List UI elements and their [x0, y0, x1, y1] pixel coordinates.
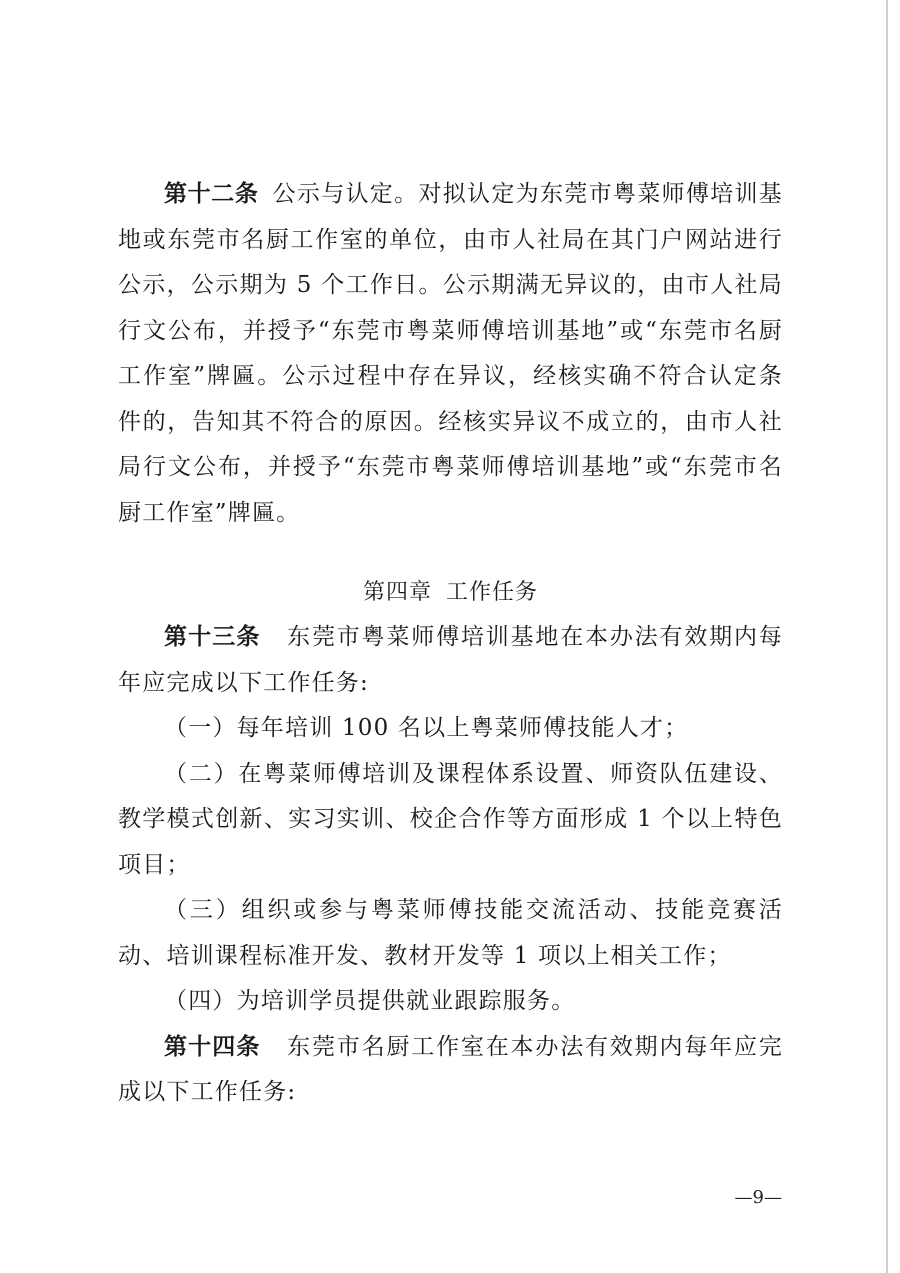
- article-12-text: 公示与认定。对拟认定为东莞市粤菜师傅培训基地或东莞市名厨工作室的单位，由市人社局在其门户网站进行公示，公示期为 5 个工作日。公示期满无异议的，由市人社局行文公布，并授予“东莞市粤菜师傅培训基地”或“东莞市名厨工作室”牌匾。公示过程中存在异议，经核实确不符合认定条件的，告知其不符合的原因。经核实异议不成立的，由市人社局行文公布，并授予“东莞市粤菜师傅培训基地”或“东莞市名厨工作室”牌匾。: [118, 181, 784, 526]
- article-12-block: [118, 172, 783, 536]
- page-number: —9—: [734, 1187, 782, 1208]
- article-13-text: 东莞市粤菜师傅培训基地在本办法有效期内每年应完成以下工作任务:: [118, 624, 783, 696]
- article-12-label: 第十二条: [164, 181, 259, 207]
- article-13-label: 第十三条: [164, 624, 261, 650]
- article-12-paragraph: [118, 172, 783, 536]
- scan-edge-line: [886, 0, 888, 1273]
- chapter-title: 工作任务: [446, 580, 539, 605]
- article-13-item-2: （二）在粤菜师傅培训及课程体系设置、师资队伍建设、教学模式创新、实习实训、校企合作等方面形成 1 个以上特色项目；: [118, 760, 783, 878]
- article-14-paragraph: [118, 1025, 783, 1116]
- article-14-label: 第十四条: [164, 1033, 261, 1060]
- article-14-text: 东莞市名厨工作室在本办法有效期内每年应完成以下工作任务:: [118, 1033, 783, 1105]
- article-13-item-3: （三）组织或参与粤菜师傅技能交流活动、技能竞赛活动、培训课程标准开发、教材开发等 1 项以上相关工作；: [118, 897, 783, 969]
- article-13-block: [118, 615, 783, 1116]
- article-13-paragraph: [118, 615, 783, 706]
- chapter-number: 第四章: [362, 580, 432, 605]
- article-13-item-1: （一）每年培训 100 名以上粤菜师傅技能人才；: [164, 715, 689, 741]
- article-13-item-4: （四）为培训学员提供就业跟踪服务。: [164, 988, 576, 1014]
- chapter-heading: [118, 570, 783, 615]
